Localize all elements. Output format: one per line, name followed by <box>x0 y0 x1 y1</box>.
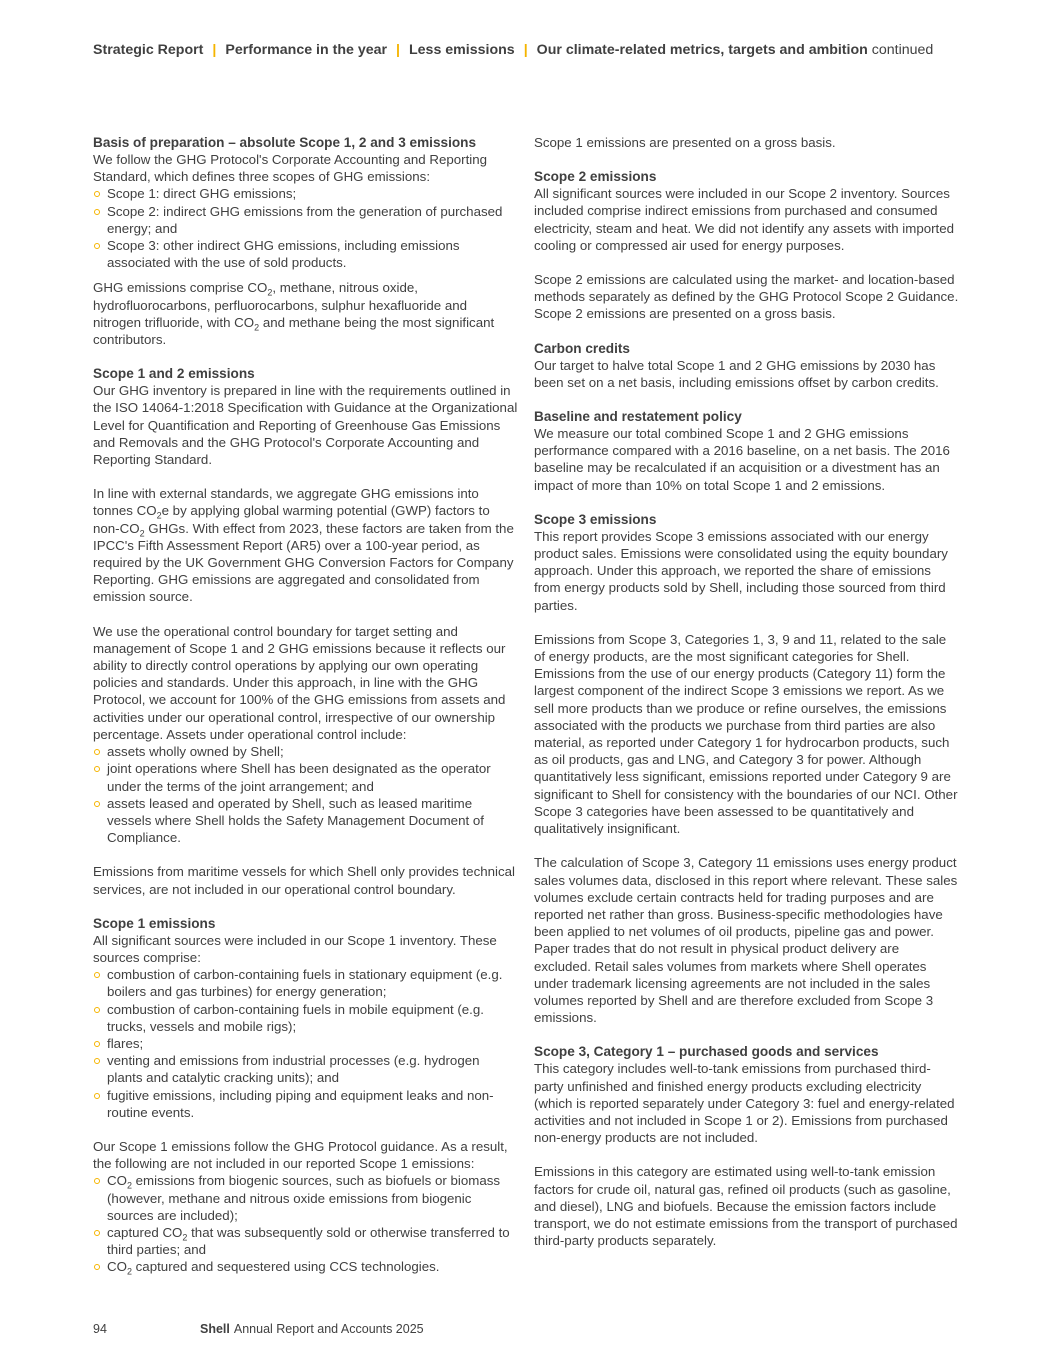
list-item: captured $CO_2$ that was subsequently sold or otherwise transferred to third parties; and <box>93 1224 518 1258</box>
baseline-paragraph: We measure our total combined Scope 1 and 2 GHG emissions performance compared with a 2016 baseline, on a net basis. The 2016 baseline may be recalculated if an acquisition or a divestment has an impact of more than 10% on total Scope 1 and 2 emissions. <box>534 426 950 493</box>
gross-basis-paragraph: Scope 1 emissions are presented on a gross basis. <box>534 135 836 150</box>
list-item: assets wholly owned by Shell; <box>93 743 518 760</box>
operational-control-paragraph: We use the operational control boundary for target setting and management of Scope 1 and 2 GHG emissions because it reflects our ability to directly control operations by applying our own operating policies and standards. Under this approach, in line with the GHG Protocol, we account for 100% of the GHG emissions from assets and activities under our operational control, irrespective of our ownership percentage. Assets under operational control include: <box>93 623 506 742</box>
basis-intro: We follow the GHG Protocol's Corporate Accounting and Reporting Standard, which defines three scopes of GHG emissions: <box>93 152 488 185</box>
gwp-paragraph: In line with external standards, we aggregate GHG emissions into tonnes $CO_2e$ by applying global warming potential (GWP) factors to non-$CO_2$ GHGs. With effect from 2023, these factors are taken from the IPCC's Fifth Assessment Report (AR5) over a 100-year period, as required by the UK Government GHG Conversion Factors for Company Reporting. GHG emissions are aggregated and consolidated from emission source. <box>93 486 514 605</box>
breadcrumb-strategic-report[interactable]: Strategic Report <box>93 42 204 58</box>
brand-name: Shell <box>200 1322 230 1336</box>
operational-control-list <box>93 743 518 846</box>
scope1-exclusions-list <box>93 1172 518 1278</box>
right-column <box>534 134 959 1249</box>
scopes-list <box>93 185 518 271</box>
breadcrumb-climate-metrics[interactable]: Our climate-related metrics, targets and ambition <box>536 42 868 58</box>
maritime-paragraph: Emissions from maritime vessels for which Shell only provides technical services, are not included in our operational control boundary. <box>93 864 515 897</box>
list-item: joint operations where Shell has been designated as the operator under the terms of the joint arrangement; and <box>93 760 518 794</box>
left-column <box>93 134 518 1276</box>
list-item: Scope 3: other indirect GHG emissions, including emissions associated with the use of sold products. <box>93 237 518 271</box>
scope12-heading: Scope 1 and 2 emissions <box>93 366 255 382</box>
breadcrumb-separator: | <box>523 42 528 58</box>
list-item: flares; <box>93 1035 518 1052</box>
category1-factors-paragraph: Emissions in this category are estimated using well-to-tank emission factors for crude oil, natural gas, refined oil products (such as gasoline, and diesel), LNG and biofuels. Because the emission factors include transport, we do not estimate emissions from the transport of purchased third-party products separately. <box>534 1164 958 1249</box>
scope1-heading: Scope 1 emissions <box>93 915 216 931</box>
basis-heading: Basis of preparation – absolute Scope 1, 2 and 3 emissions <box>93 135 477 150</box>
scope3-categories-paragraph: Emissions from Scope 3, Categories 1, 3, 9 and 11, related to the sale of energy products, are the most significant categories for Shell. Emissions from the use of our energy products (Category 11) form the largest component of the indirect Scope 3 emissions we report. As we sell more products than we produce or refine ourselves, the emissions associated with the products we purchase from third parties are also material, as reported under Category 1 for hydrocarbon products, such as oil products, gas and LNG, and Category 3 for power. Although quantitatively less significant, emissions reported under Category 9 are significant to Shell for consistency with the boundaries of our NCI. Other Scope 3 categories have been assessed to be quantitatively and qualitatively insignificant. <box>534 631 958 837</box>
scope3-paragraph: This report provides Scope 3 emissions associated with our energy product sales. Emissions were consolidated using the equity boundary approach. Under this approach, we reported the share of emissions from energy products sold by Shell, including those sourced from third parties. <box>534 528 948 613</box>
carbon-credits-heading: Carbon credits <box>534 340 630 356</box>
report-title: Shell Annual Report and Accounts 2025 <box>200 1322 424 1336</box>
scope1-exclusions-intro: Our Scope 1 emissions follow the GHG Protocol guidance. As a result, the following are not included in our reported Scope 1 emissions: <box>93 1138 508 1172</box>
scope2-heading: Scope 2 emissions <box>534 169 657 185</box>
category1-heading: Scope 3, Category 1 – purchased goods and services <box>534 1044 879 1060</box>
breadcrumb-separator: | <box>396 42 400 58</box>
scope3-heading: Scope 3 emissions <box>534 511 657 527</box>
list-item: $CO_2$ captured and sequestered using CCS technologies. <box>93 1258 518 1275</box>
page-footer <box>93 1322 424 1336</box>
breadcrumb-continued: continued <box>871 42 934 58</box>
list-item: $CO_2$ emissions from biogenic sources, such as biofuels or biomass (however, methane and nitrous oxide emissions from biogenic sources are included); <box>93 1172 518 1224</box>
breadcrumb-separator: | <box>212 42 217 58</box>
breadcrumb-less-emissions[interactable]: Less emissions <box>409 42 515 58</box>
carbon-credits-paragraph: Our target to halve total Scope 1 and 2 GHG emissions by 2030 has been set on a net basis, including emissions offset by carbon credits. <box>534 357 939 390</box>
list-item: venting and emissions from industrial processes (e.g. hydrogen plants and catalytic cracking units); and <box>93 1052 518 1086</box>
breadcrumb <box>93 42 933 58</box>
scope2-paragraph: All significant sources were included in our Scope 2 inventory. Sources included comprise indirect emissions from purchased and consumed electricity, steam and heat. We did not identify any assets with imported cooling or compressed air used for energy purposes. <box>534 186 955 253</box>
scope12-paragraph: Our GHG inventory is prepared in line with the requirements outlined in the ISO 14064-1:2018 Specification with Guidance at the Organizational Level for Quantification and Reporting of Greenhouse Gas Emissions and Removals and the GHG Protocol's Corporate Accounting and Reporting Standard. <box>93 383 518 468</box>
list-item: combustion of carbon-containing fuels in stationary equipment (e.g. boilers and gas turbines) for energy generation; <box>93 966 518 1000</box>
page-number: 94 <box>93 1322 107 1336</box>
list-item: Scope 1: direct GHG emissions; <box>93 185 518 202</box>
breadcrumb-performance[interactable]: Performance in the year <box>225 42 388 58</box>
scope3-calculation-paragraph: The calculation of Scope 3, Category 11 emissions uses energy product sales volumes data, disclosed in this report where relevant. These sales volumes exclude certain contracts held for trading purposes and are reported net rather than gross. Business-specific methodologies have been applied to net volumes of oil products, pipeline gas and power. Paper trades that do not result in physical product delivery are excluded. Retail sales volumes from markets where Shell operates under trademark licensing agreements are not included in the sales volumes reported by Shell and are therefore excluded from Scope 3 emissions. <box>534 855 958 1026</box>
ghg-composition-paragraph: GHG emissions comprise $CO_2$, methane, nitrous oxide, hydrofluorocarbons, perfluorocarbons, sulphur hexafluoride and nitrogen trifluoride, with $CO_2$ and methane being the most significant contributors. <box>93 280 495 348</box>
list-item: combustion of carbon-containing fuels in mobile equipment (e.g. trucks, vessels and mobile rigs); <box>93 1001 518 1035</box>
list-item: assets leased and operated by Shell, such as leased maritime vessels where Shell holds the Safety Management Document of Compliance. <box>93 795 518 847</box>
scope1-intro: All significant sources were included in our Scope 1 inventory. These sources comprise: <box>93 932 497 965</box>
scope2-method-paragraph: Scope 2 emissions are calculated using the market- and location-based methods separately as defined by the GHG Protocol Scope 2 Guidance. Scope 2 emissions are presented on a gross basis. <box>534 272 959 322</box>
baseline-heading: Baseline and restatement policy <box>534 409 742 425</box>
scope1-sources-list <box>93 966 518 1121</box>
list-item: Scope 2: indirect GHG emissions from the generation of purchased energy; and <box>93 203 518 237</box>
list-item: fugitive emissions, including piping and equipment leaks and non-routine events. <box>93 1087 518 1121</box>
category1-paragraph: This category includes well-to-tank emissions from purchased third-party unfinished and finished energy products excluding electricity (which is reported separately under Category 3: fuel and energy-related activities and not included in Scope 1 or 2). Emissions from purchased non-energy products are not included. <box>534 1061 955 1146</box>
